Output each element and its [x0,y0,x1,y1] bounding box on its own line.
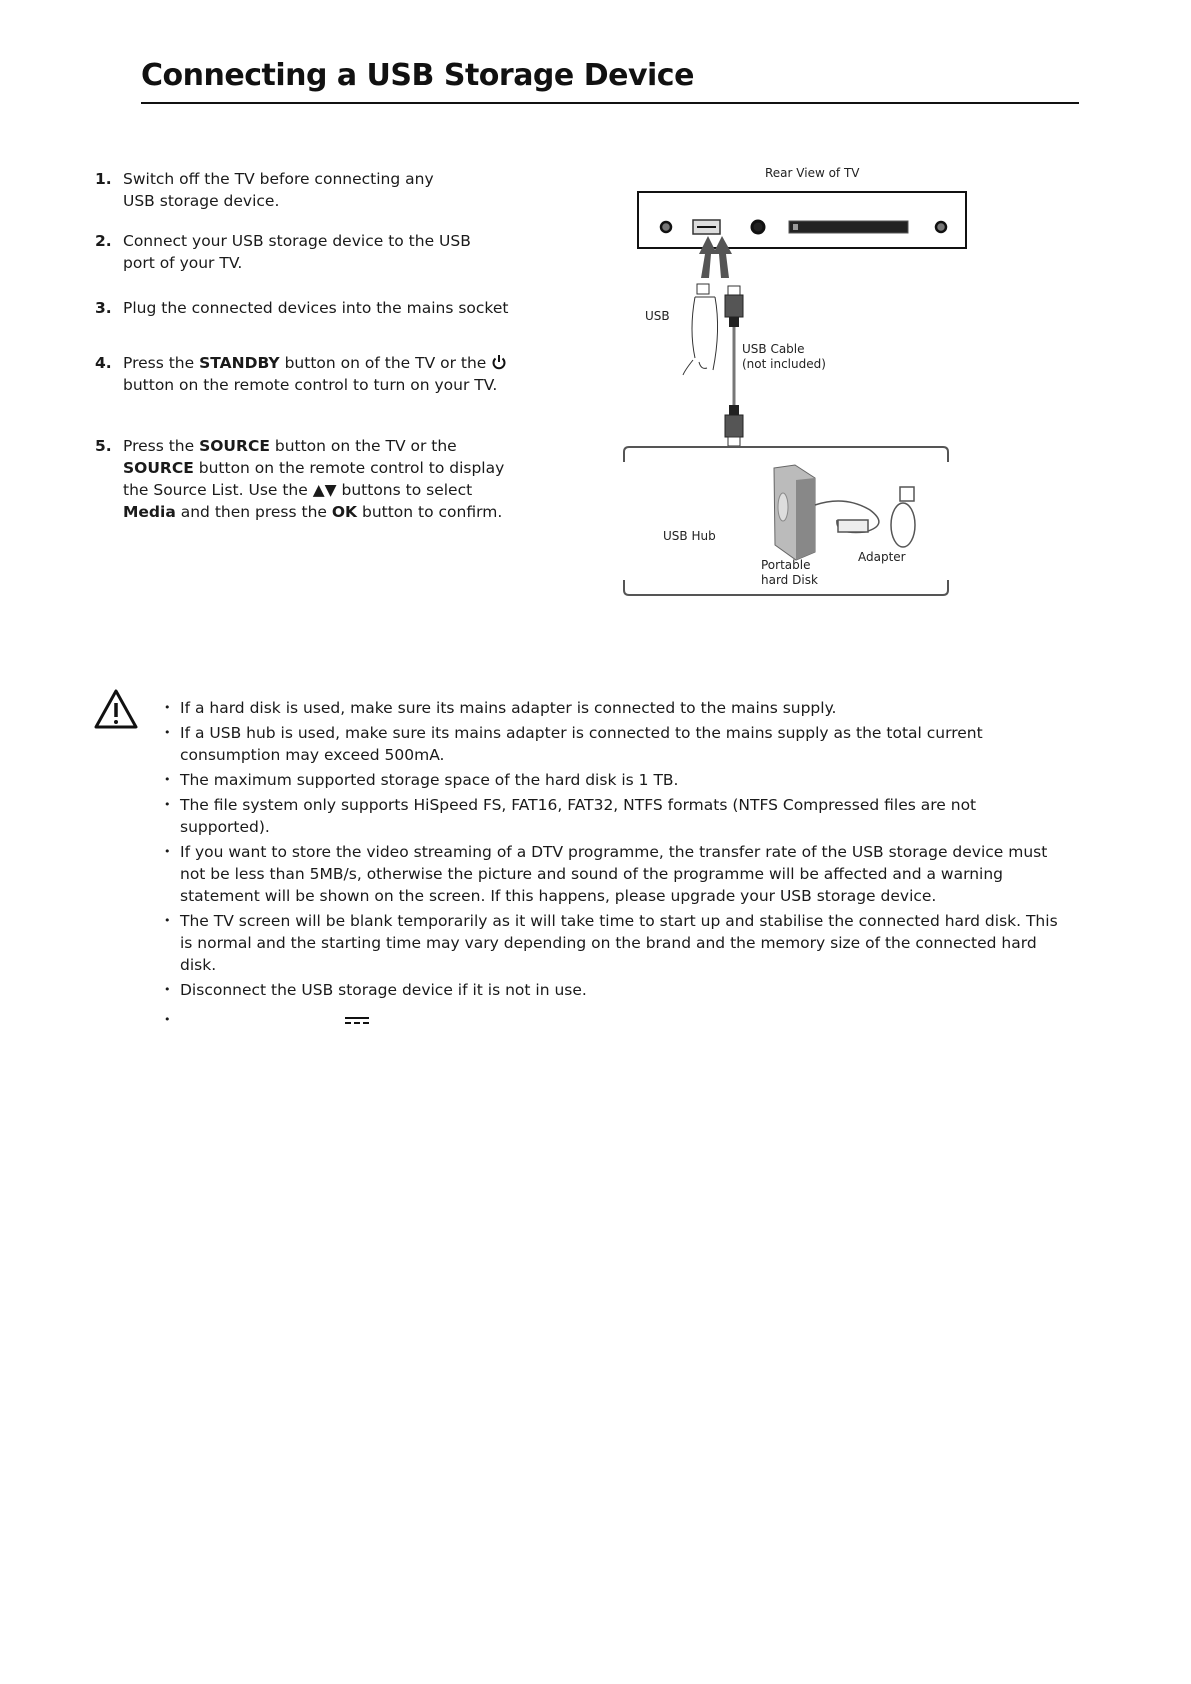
source-label: SOURCE [123,459,194,477]
bracket-top [624,447,948,462]
step-2 [95,230,535,274]
step-5 [95,435,535,523]
step-number: 2. [95,232,112,250]
step-1 [95,168,535,212]
text: button to confirm. [357,503,503,521]
note-item: • The TV screen will be blank temporarily as it will take time to start up and stabilise the connected hard disk. This is normal and the starting time may vary depending on the brand and the memory size of the connected hard disk. [162,910,1062,976]
step-number: 5. [95,437,112,455]
up-down-arrows-icon: ▲▼ [312,481,337,499]
note-item: • If a USB hub is used, make sure its mains adapter is connected to the mains supply as the total current consumption may exceed 500mA. [162,722,1062,766]
adapter-label: Adapter [858,550,906,564]
step-text: Connect your USB storage device to the USB port of your TV. [123,232,471,272]
card-slot-icon [789,221,908,233]
usb-hub-label: USB Hub [663,529,716,543]
step-text: Plug the connected devices into the mains socket [123,299,509,317]
portable-label: Portable [761,558,811,572]
port-icon [661,222,671,232]
usb-label: USB [645,309,670,323]
step-text: Switch off the TV before connecting any USB storage device. [123,170,434,210]
text: button on the remote control to turn on your TV. [123,376,498,394]
warning-icon [93,688,139,730]
rear-view-label: Rear View of TV [765,166,860,180]
usb-connection-diagram [615,160,975,600]
ok-label: OK [331,503,358,521]
note-item: • The maximum supported storage space of the hard disk is 1 TB. [162,769,1062,791]
text: button on the TV or the [269,437,457,455]
tv-rear-panel [638,192,966,248]
text: Press the [123,354,200,372]
notes-list [162,697,1062,1034]
text: Press the [123,437,200,455]
power-icon [491,354,507,370]
step-number: 3. [95,299,112,317]
hard-disk-icon [774,465,815,560]
usb-stick-icon [683,284,718,375]
title-rule [141,102,1079,104]
adapter-icon [815,487,915,547]
dc-symbol-icon [345,1016,369,1026]
step-text [123,352,508,396]
usb-cable-icon [725,286,743,446]
media-label: Media [123,503,176,521]
note-item: • Disconnect the USB storage device if it is not in use. [162,979,1062,1001]
text: buttons to select [336,481,473,499]
step-text [123,435,523,523]
port-icon [936,222,946,232]
port-icon [752,221,764,233]
hard-disk-label: hard Disk [761,573,818,587]
source-label: SOURCE [199,437,270,455]
text: button on of the TV or the [279,354,492,372]
not-included-label: (not included) [742,357,826,371]
standby-label: STANDBY [199,354,280,372]
note-item-dc [162,1009,1062,1031]
text: and then press the [175,503,332,521]
text: button on the remote control to display the Source List. Use the [123,459,505,499]
page-title: Connecting a USB Storage Device [141,58,694,93]
step-3 [95,297,535,319]
step-4 [95,352,535,396]
step-number: 1. [95,170,112,188]
note-item: • If a hard disk is used, make sure its mains adapter is connected to the mains supply. [162,697,1062,719]
step-number: 4. [95,354,112,372]
note-item: • If you want to store the video streaming of a DTV programme, the transfer rate of the USB storage device must not be less than 5MB/s, otherwise the picture and sound of the programme will be affected and a warning statement will be shown on the screen. If this happens, please upgrade your USB storage device. [162,841,1062,907]
usb-cable-label: USB Cable [742,342,805,356]
note-item: • The file system only supports HiSpeed FS, FAT16, FAT32, NTFS formats (NTFS Compressed files are not supported). [162,794,1062,838]
